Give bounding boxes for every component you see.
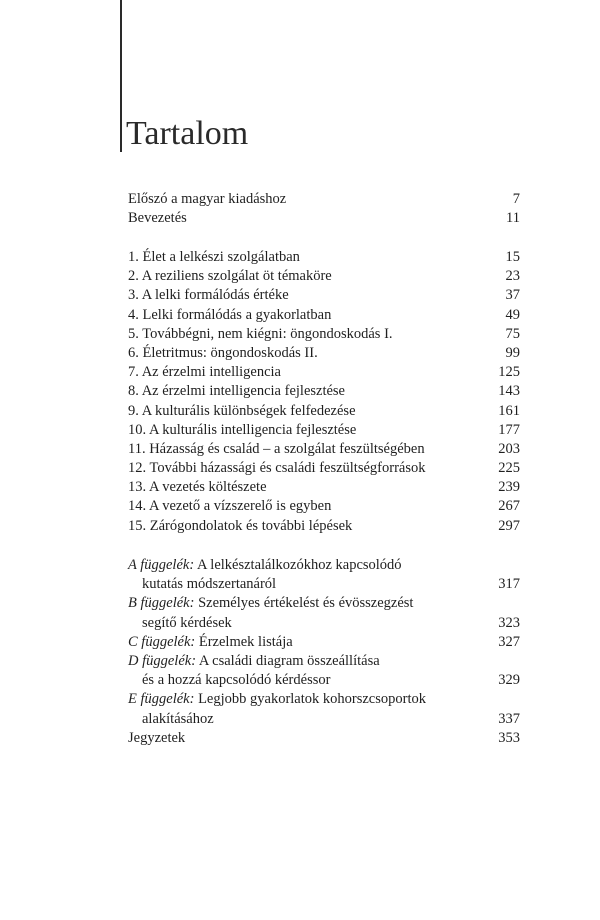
toc-entry <box>128 478 520 497</box>
toc-entry-page: 177 <box>498 421 520 438</box>
toc-entry-page: 337 <box>498 710 520 727</box>
appendix-prefix: E függelék: <box>128 691 195 708</box>
toc-entry-page: 49 <box>505 306 520 323</box>
toc-entry <box>128 344 520 363</box>
toc-entry <box>128 363 520 382</box>
appendix-c-entry <box>128 633 520 652</box>
toc-entry-label: Előszó a magyar kiadáshoz <box>128 191 287 207</box>
toc-entry-page: 23 <box>505 268 520 285</box>
toc-entry-page: 203 <box>498 440 520 457</box>
toc-entry-page: 125 <box>498 364 520 381</box>
toc-entry-page: 353 <box>498 729 520 746</box>
toc-entry-label: 8. Az érzelmi intelligencia fejlesztése <box>128 383 345 400</box>
appendix-a-continuation <box>128 575 520 594</box>
toc-entry <box>128 440 520 459</box>
toc-entry-label: 5. Továbbégni, nem kiégni: öngondoskodás I. <box>128 325 393 342</box>
appendix-title: Személyes értékelést és évösszegzést <box>194 595 414 612</box>
appendix-a-entry <box>128 556 520 575</box>
toc-entry <box>128 497 520 516</box>
appendix-e-entry <box>128 690 520 709</box>
toc-entry-label: 13. A vezetés költészete <box>128 479 267 496</box>
appendix-title: Legjobb gyakorlatok kohorszcsoportok <box>194 691 426 708</box>
toc-entry-label: 1. Élet a lelkészi szolgálatban <box>128 249 300 265</box>
appendix-prefix: A függelék: <box>128 557 195 573</box>
toc-entry <box>128 517 520 536</box>
toc-entry <box>128 382 520 401</box>
toc-entry-page: 225 <box>498 460 520 477</box>
toc-entry-label <box>128 556 402 575</box>
appendix-b-continuation <box>128 614 520 633</box>
appendix-b-entry <box>128 594 520 613</box>
page-title: Tartalom <box>126 115 249 152</box>
vertical-rule <box>120 0 122 152</box>
toc-entry-page: 99 <box>505 344 520 361</box>
appendix-d-continuation <box>128 671 520 690</box>
appendix-title: A lelkésztalálkozókhoz kapcsolódó <box>194 557 402 573</box>
toc-entry-page: 239 <box>498 479 520 496</box>
toc-entry-label: 7. Az érzelmi intelligencia <box>128 364 281 381</box>
appendix-list <box>128 556 520 748</box>
appendix-e-continuation <box>128 710 520 729</box>
appendix-title-continuation: és a hozzá kapcsolódó kérdéssor <box>142 672 331 689</box>
toc-entry-label: 14. A vezető a vízszerelő is egyben <box>128 498 332 515</box>
toc-entry-page: 7 <box>512 191 520 207</box>
toc-entry <box>128 248 520 267</box>
appendix-title-continuation: kutatás módszertanáról <box>142 576 277 593</box>
toc-entry-label <box>128 652 380 671</box>
toc-entry-page: 329 <box>498 672 520 689</box>
toc-entry <box>128 402 520 421</box>
appendix-title-continuation: segítő kérdések <box>142 614 232 631</box>
toc-entry-label: Jegyzetek <box>128 729 186 746</box>
appendix-prefix: D függelék: <box>128 652 197 669</box>
toc-entry-label: 12. További házassági és családi feszültségforrások <box>128 460 426 477</box>
toc-entry <box>128 325 520 344</box>
appendix-title-continuation: alakításához <box>142 710 214 727</box>
appendix-prefix: B függelék: <box>128 595 195 612</box>
toc-entry-label <box>128 594 413 613</box>
toc-entry-label: 3. A lelki formálódás értéke <box>128 287 289 304</box>
toc-entry-label: Bevezetés <box>128 210 187 227</box>
appendix-prefix: C függelék: <box>128 633 196 650</box>
toc-entry-label: 6. Életritmus: öngondoskodás II. <box>128 344 318 361</box>
appendix-d-entry <box>128 652 520 671</box>
notes-entry <box>128 729 520 748</box>
toc-entry-label <box>128 633 293 652</box>
appendix-title: A családi diagram összeállítása <box>196 652 380 669</box>
toc-entry-page: 11 <box>506 210 520 227</box>
toc-entry <box>128 286 520 305</box>
toc-entry-page: 75 <box>505 325 520 342</box>
toc-entry-page: 297 <box>498 517 520 534</box>
toc-entry-page: 327 <box>498 633 520 650</box>
toc-entry-label: 15. Zárógondolatok és további lépések <box>128 517 353 534</box>
toc-entry-page: 323 <box>498 614 520 631</box>
toc-entry-page: 317 <box>498 576 520 593</box>
toc-entry-label: 4. Lelki formálódás a gyakorlatban <box>128 306 332 323</box>
toc-entry-label <box>128 690 426 709</box>
appendix-title: Érzelmek listája <box>195 633 293 650</box>
front-matter-list <box>128 190 520 228</box>
toc-entry <box>128 267 520 286</box>
toc-entry-page: 143 <box>498 383 520 400</box>
toc-entry-label: 2. A reziliens szolgálat öt témaköre <box>128 268 332 285</box>
toc-entry <box>128 209 520 228</box>
toc-entry-page: 15 <box>505 249 520 265</box>
toc-entry-page: 161 <box>498 402 520 419</box>
toc-entry-label: 10. A kulturális intelligencia fejlesztése <box>128 421 357 438</box>
toc-entry-label: 11. Házasság és család – a szolgálat feszültségében <box>128 440 425 457</box>
toc-entry-page: 267 <box>498 498 520 515</box>
toc-entry <box>128 459 520 478</box>
toc-entry-page: 37 <box>505 287 520 304</box>
chapter-list <box>128 248 520 536</box>
toc-entry-label: 9. A kulturális különbségek felfedezése <box>128 402 356 419</box>
toc-entry <box>128 421 520 440</box>
toc-entry <box>128 306 520 325</box>
toc-entry <box>128 190 520 209</box>
